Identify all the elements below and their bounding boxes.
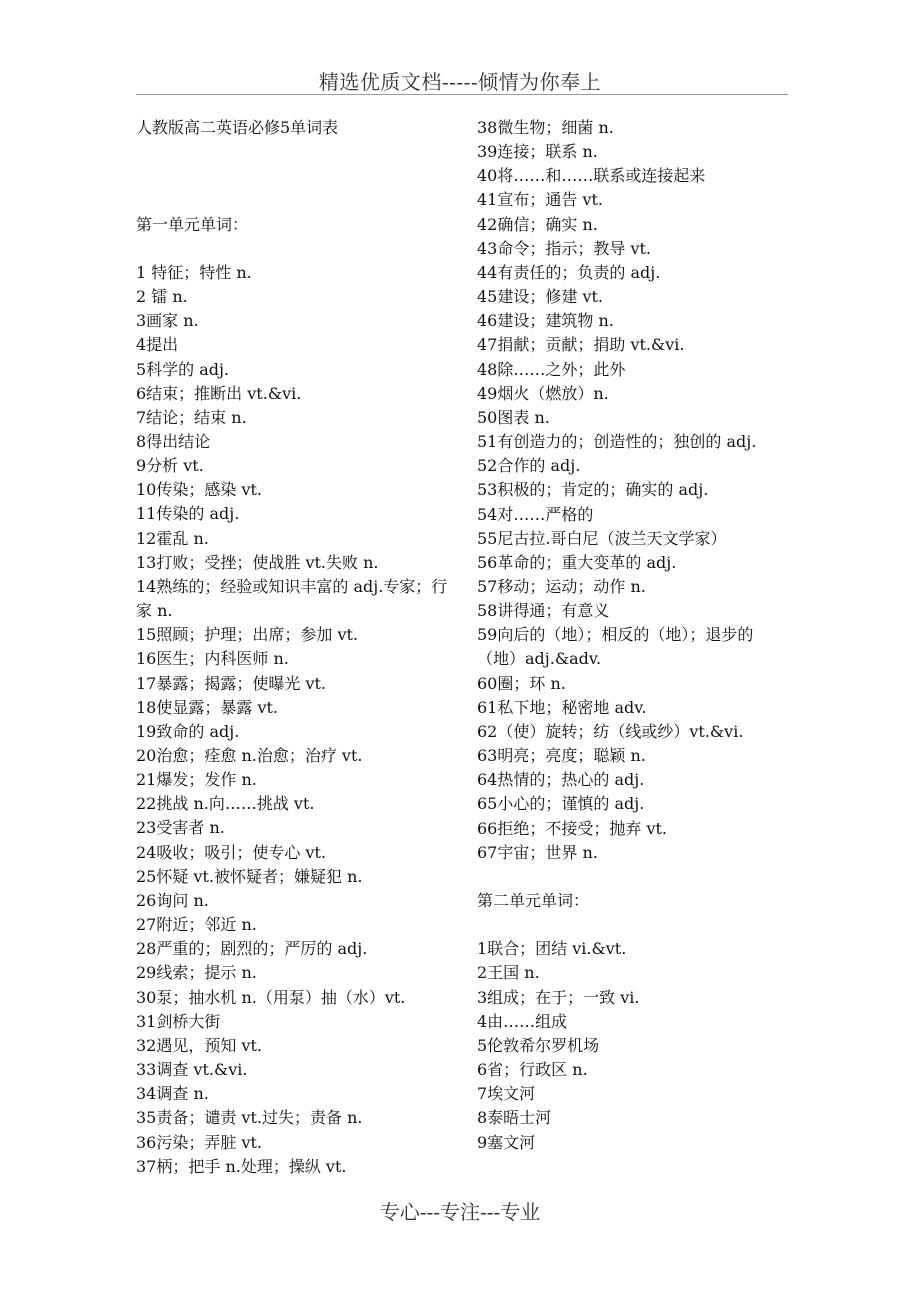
vocab-line: 53积极的；肯定的；确实的 adj. (477, 480, 709, 500)
vocab-line: 56革命的；重大变革的 adj. (477, 552, 677, 572)
vocab-line: 50图表 n. (477, 407, 550, 427)
vocab-line: 64热情的；热心的 adj. (477, 770, 645, 790)
vocab-line: 61私下地；秘密地 adv. (477, 697, 647, 717)
vocab-line: 14熟练的；经验或知识丰富的 adj.专家；行家 n. (136, 576, 448, 621)
vocab-line: 57移动；运动；动作 n. (477, 576, 646, 596)
page-footer: 专心---专注---专业 (379, 1200, 541, 1224)
vocab-line: 66拒绝；不接受；抛弃 vt. (477, 818, 668, 838)
vocab-line: 37柄；把手 n.处理；操纵 vt. (136, 1156, 347, 1176)
page-header: 精选优质文档-----倾情为你奉上 (318, 70, 602, 94)
blank-line (136, 237, 456, 261)
blank-line (136, 188, 456, 212)
vocab-line: 7埃文河 (477, 1084, 536, 1104)
vocab-line: 36污染；弄脏 vt. (136, 1132, 263, 1152)
vocab-line: 40将……和……联系或连接起来 (477, 166, 706, 186)
vocab-line: 17暴露；揭露；使曝光 vt. (136, 673, 327, 693)
vocab-line: 48除……之外；此外 (477, 359, 626, 379)
vocab-line: 2 镭 n. (136, 287, 188, 307)
vocab-line: 32遇见，预知 vt. (136, 1035, 263, 1055)
blank-line (136, 140, 456, 164)
vocab-line: 6结束；推断出 vt.&vi. (136, 383, 302, 403)
vocab-line: 5伦敦希尔罗机场 (477, 1035, 600, 1055)
vocab-line: 52合作的 adj. (477, 456, 581, 476)
vocab-line: 27附近；邻近 n. (136, 915, 257, 935)
blank-line (477, 865, 787, 889)
vocab-line: 10传染；感染 vt. (136, 480, 263, 500)
vocab-line: 42确信；确实 n. (477, 214, 598, 234)
blank-line (136, 164, 456, 188)
vocab-line: 34调查 n. (136, 1084, 209, 1104)
vocab-line: 67宇宙；世界 n. (477, 842, 598, 862)
vocab-line: 第一单元单词： (136, 214, 249, 234)
vocab-line: 65小心的；谨慎的 adj. (477, 794, 645, 814)
vocab-line: 9塞文河 (477, 1132, 536, 1152)
vocab-line: 31剑桥大街 (136, 1011, 221, 1031)
vocab-line: 41宣布；通告 vt. (477, 190, 604, 210)
blank-line (477, 913, 787, 937)
vocab-line: 26询问 n. (136, 890, 209, 910)
vocab-line: 51有创造力的；创造性的；独创的 adj. (477, 432, 757, 452)
vocab-line: 35责备；谴责 vt.过失；责备 n. (136, 1108, 363, 1128)
vocab-line: 3画家 n. (136, 311, 199, 331)
right-column (477, 116, 787, 1155)
vocab-line: 7结论；结束 n. (136, 407, 247, 427)
vocab-line: 39连接；联系 n. (477, 142, 598, 162)
vocab-line: 6省；行政区 n. (477, 1060, 588, 1080)
vocab-line: 人教版高二英语必修5单词表 (136, 118, 339, 137)
vocab-line: 44有责任的；负责的 adj. (477, 262, 661, 282)
vocab-line: 19致命的 adj. (136, 721, 240, 741)
vocab-line: 8得出结论 (136, 431, 211, 451)
vocab-line: 45建设；修建 vt. (477, 287, 604, 307)
vocab-line: 46建设；建筑物 n. (477, 311, 614, 331)
vocab-line: 60圈；环 n. (477, 673, 566, 693)
vocab-line: 38微生物；细菌 n. (477, 118, 614, 137)
vocab-line: 4提出 (136, 335, 179, 355)
vocab-line: 28严重的；剧烈的；严厉的 adj. (136, 939, 368, 959)
vocab-line: 18使显露；暴露 vt. (136, 697, 279, 717)
vocab-line: 47捐献；贡献；捐助 vt.&vi. (477, 335, 685, 355)
vocab-line: 23受害者 n. (136, 818, 225, 838)
vocab-line: 5科学的 adj. (136, 359, 230, 379)
vocab-line: 59向后的（地）；相反的（地）；退步的（地）adj.&adv. (477, 625, 754, 669)
vocab-line: 4由……组成 (477, 1011, 568, 1031)
vocab-line: 43命令；指示；教导 vt. (477, 238, 652, 258)
vocab-line: 33调查 vt.&vi. (136, 1060, 248, 1080)
vocab-line: 1联合；团结 vi.&vt. (477, 939, 627, 959)
vocab-line: 2王国 n. (477, 963, 540, 983)
left-column (136, 116, 456, 1179)
vocab-line: 3组成；在于；一致 vi. (477, 987, 640, 1007)
vocab-line: 22挑战 n.向……挑战 vt. (136, 794, 315, 814)
vocab-line: 8泰晤士河 (477, 1108, 552, 1128)
vocab-line: 30泵；抽水机 n.（用泵）抽（水）vt. (136, 987, 406, 1007)
vocab-line: 62（使）旋转；纺（线或纱）vt.&vi. (477, 721, 744, 741)
vocab-line: 58讲得通；有意义 (477, 601, 610, 621)
vocab-line: 9分析 vt. (136, 456, 204, 476)
vocab-line: 20治愈；痊愈 n.治愈；治疗 vt. (136, 746, 363, 765)
vocab-line: 11传染的 adj. (136, 504, 240, 524)
vocab-line: 15照顾；护理；出席；参加 vt. (136, 625, 359, 645)
vocab-line: 16医生；内科医师 n. (136, 649, 289, 669)
vocab-line: 21爆发；发作 n. (136, 770, 257, 790)
vocab-line: 54对……严格的 (477, 504, 594, 524)
vocab-line: 49烟火（燃放）n. (477, 383, 609, 403)
vocab-line: 12霍乱 n. (136, 528, 209, 548)
vocab-line: 13打败；受挫；使战胜 vt.失败 n. (136, 552, 379, 572)
vocab-line: 63明亮；亮度；聪颖 n. (477, 746, 646, 766)
vocab-line: 29线索；提示 n. (136, 963, 257, 983)
vocab-line: 第二单元单词： (477, 890, 590, 910)
vocab-line: 1 特征；特性 n. (136, 262, 252, 282)
vocab-line: 55尼古拉.哥白尼（波兰天文学家） (477, 528, 727, 548)
vocab-line: 25怀疑 vt.被怀疑者；嫌疑犯 n. (136, 866, 363, 886)
vocab-line: 24吸收；吸引；使专心 vt. (136, 842, 327, 862)
header-divider (136, 94, 788, 95)
